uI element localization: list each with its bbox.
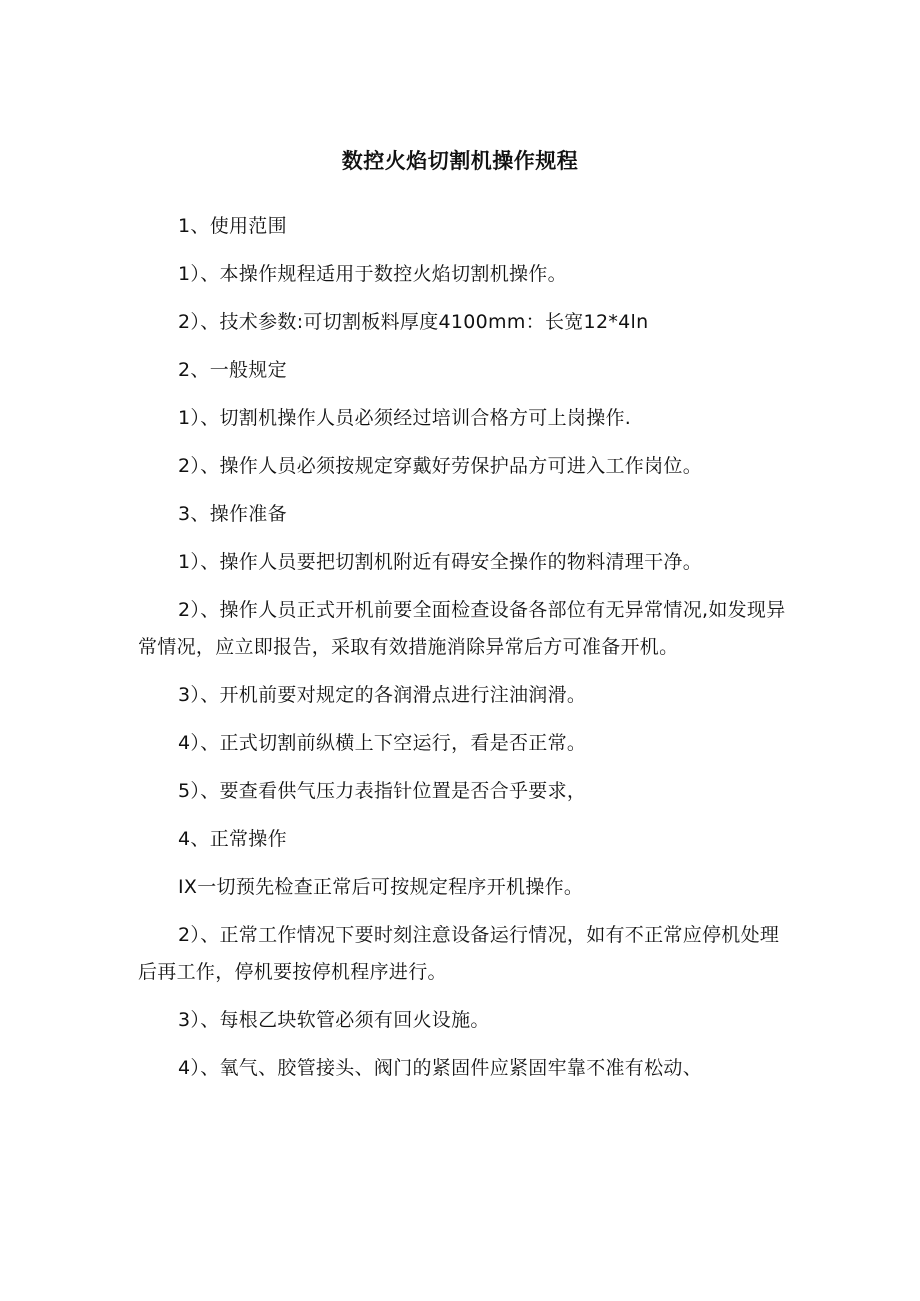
- section-heading-preparation: 3、操作准备: [178, 503, 287, 525]
- section-heading-normal-operation: 4、正常操作: [178, 828, 287, 850]
- section-heading-scope: 1、使用范围: [178, 215, 287, 237]
- paragraph-operation-4: 4）、氧气、胶管接头、阀门的紧固件应紧固牢靠不准有松动、: [178, 1057, 702, 1079]
- document-title: 数控火焰切割机操作规程: [341, 149, 579, 173]
- paragraph-operation-1: IX一切预先检查正常后可按规定程序开机操作。: [178, 876, 584, 898]
- paragraph-preparation-2: 2）、操作人员正式开机前要全面检查设备各部位有无异常情况,如发现异常情况，应立即报告，采取有效措施消除异常后方可准备开机。: [138, 599, 786, 658]
- paragraph-operation-3: 3）、每根乙块软管必须有回火设施。: [178, 1009, 490, 1031]
- paragraph-preparation-4: 4）、正式切割前纵横上下空运行，看是否正常。: [178, 732, 587, 754]
- paragraph-preparation-5: 5）、要查看供气压力表指针位置是否合乎要求，: [178, 780, 587, 802]
- paragraph-scope-2: 2）、技术参数:可切割板料厚度4100mm：长宽12*4ln: [178, 311, 649, 333]
- paragraph-scope-1: 1）、本操作规程适用于数控火焰切割机操作。: [178, 263, 567, 285]
- paragraph-preparation-1: 1）、操作人员要把切割机附近有碍安全操作的物料清理干净。: [178, 551, 702, 573]
- section-heading-general: 2、一般规定: [178, 359, 287, 381]
- paragraph-preparation-3: 3）、开机前要对规定的各润滑点进行注油润滑。: [178, 684, 587, 706]
- document-body: [138, 208, 788, 1098]
- paragraph-general-1: 1）、切割机操作人员必须经过培训合格方可上岗操作.: [178, 407, 632, 429]
- paragraph-general-2: 2）、操作人员必须按规定穿戴好劳保护品方可进入工作岗位。: [178, 455, 702, 477]
- paragraph-operation-2: 2）、正常工作情况下要时刻注意设备运行情况，如有不正常应停机处理后再工作，停机要按停机程序进行。: [138, 924, 780, 983]
